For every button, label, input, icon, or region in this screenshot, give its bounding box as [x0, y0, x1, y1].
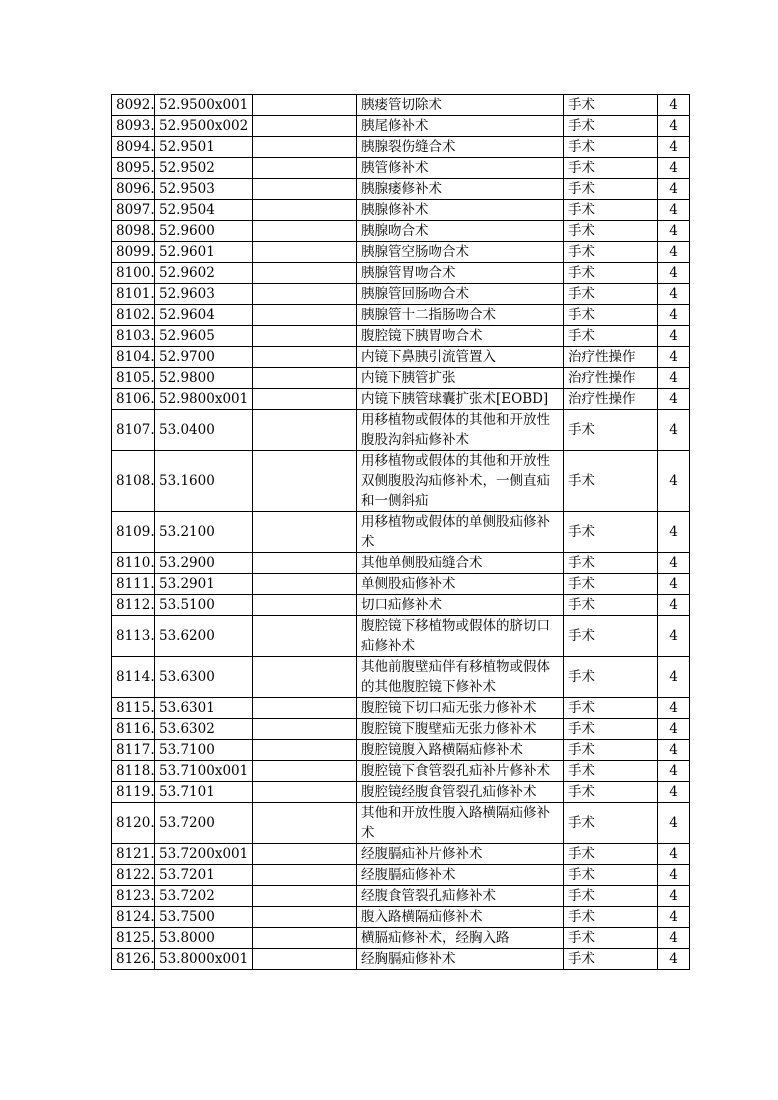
blank-cell — [253, 242, 357, 263]
row-number: 8113. — [112, 616, 155, 657]
procedure-level: 4 — [658, 865, 690, 886]
procedure-name: 胰腺管回肠吻合术 — [357, 284, 564, 305]
procedure-name: 胰腺修补术 — [357, 200, 564, 221]
procedure-code: 53.7200 — [155, 803, 253, 844]
procedure-code: 53.8000x001 — [155, 949, 253, 970]
procedure-level: 4 — [658, 137, 690, 158]
procedure-code: 52.9503 — [155, 179, 253, 200]
blank-cell — [253, 221, 357, 242]
blank-cell — [253, 263, 357, 284]
blank-cell — [253, 284, 357, 305]
procedure-type: 手术 — [564, 284, 658, 305]
procedure-name: 经腹膈疝补片修补术 — [357, 844, 564, 865]
procedure-type: 手术 — [564, 95, 658, 116]
blank-cell — [253, 657, 357, 698]
procedure-name: 内镜下胰管球囊扩张术[EOBD] — [357, 389, 564, 410]
procedure-code: 52.9500x002 — [155, 116, 253, 137]
row-number: 8095. — [112, 158, 155, 179]
table-row — [112, 865, 690, 886]
procedure-name: 腹腔镜下移植物或假体的脐切口疝修补术 — [357, 616, 564, 657]
row-number: 8118. — [112, 761, 155, 782]
procedure-name: 经腹食管裂孔疝修补术 — [357, 886, 564, 907]
blank-cell — [253, 158, 357, 179]
row-number: 8122. — [112, 865, 155, 886]
procedure-code: 52.9601 — [155, 242, 253, 263]
table-row — [112, 158, 690, 179]
row-number: 8112. — [112, 595, 155, 616]
procedure-code: 52.9602 — [155, 263, 253, 284]
blank-cell — [253, 368, 357, 389]
procedure-name: 经腹膈疝修补术 — [357, 865, 564, 886]
procedure-level: 4 — [658, 740, 690, 761]
procedure-code: 53.5100 — [155, 595, 253, 616]
procedure-name: 横膈疝修补术，经胸入路 — [357, 928, 564, 949]
table-row — [112, 389, 690, 410]
table-row — [112, 368, 690, 389]
table-row — [112, 179, 690, 200]
blank-cell — [253, 347, 357, 368]
procedure-level: 4 — [658, 221, 690, 242]
table-row — [112, 95, 690, 116]
procedure-name: 腹腔镜经腹食管裂孔疝修补术 — [357, 782, 564, 803]
procedure-type: 手术 — [564, 451, 658, 512]
row-number: 8124. — [112, 907, 155, 928]
procedure-level: 4 — [658, 242, 690, 263]
blank-cell — [253, 116, 357, 137]
procedure-code: 52.9504 — [155, 200, 253, 221]
table-row — [112, 844, 690, 865]
row-number: 8094. — [112, 137, 155, 158]
procedure-name: 腹腔镜下胰胃吻合术 — [357, 326, 564, 347]
procedure-level: 4 — [658, 844, 690, 865]
procedure-code: 52.9501 — [155, 137, 253, 158]
table-row — [112, 698, 690, 719]
procedure-code: 53.7100 — [155, 740, 253, 761]
table-row — [112, 116, 690, 137]
procedure-name: 胰腺管胃吻合术 — [357, 263, 564, 284]
row-number: 8114. — [112, 657, 155, 698]
procedure-level: 4 — [658, 907, 690, 928]
procedure-type: 手术 — [564, 263, 658, 284]
procedure-type: 手术 — [564, 137, 658, 158]
procedure-type: 手术 — [564, 782, 658, 803]
procedure-level: 4 — [658, 698, 690, 719]
procedure-name: 其他和开放性腹入路横隔疝修补术 — [357, 803, 564, 844]
procedure-level: 4 — [658, 326, 690, 347]
procedure-code: 53.6302 — [155, 719, 253, 740]
blank-cell — [253, 574, 357, 595]
procedure-level: 4 — [658, 782, 690, 803]
procedure-name: 用移植物或假体的单侧股疝修补术 — [357, 512, 564, 553]
blank-cell — [253, 616, 357, 657]
procedure-name: 胰管修补术 — [357, 158, 564, 179]
table-row — [112, 137, 690, 158]
table-row — [112, 782, 690, 803]
procedure-level: 4 — [658, 263, 690, 284]
row-number: 8105. — [112, 368, 155, 389]
procedure-name: 腹腔镜下腹壁疝无张力修补术 — [357, 719, 564, 740]
table-row — [112, 284, 690, 305]
procedure-name: 腹腔镜腹入路横隔疝修补术 — [357, 740, 564, 761]
procedure-level: 4 — [658, 284, 690, 305]
procedure-code: 53.0400 — [155, 410, 253, 451]
blank-cell — [253, 200, 357, 221]
row-number: 8108. — [112, 451, 155, 512]
row-number: 8099. — [112, 242, 155, 263]
table-row — [112, 761, 690, 782]
procedure-type: 手术 — [564, 928, 658, 949]
row-number: 8123. — [112, 886, 155, 907]
blank-cell — [253, 907, 357, 928]
row-number: 8103. — [112, 326, 155, 347]
procedure-type: 手术 — [564, 740, 658, 761]
procedure-code: 52.9604 — [155, 305, 253, 326]
procedure-name: 单侧股疝修补术 — [357, 574, 564, 595]
blank-cell — [253, 803, 357, 844]
blank-cell — [253, 512, 357, 553]
table-row — [112, 886, 690, 907]
procedure-name: 腹入路横隔疝修补术 — [357, 907, 564, 928]
procedure-type: 手术 — [564, 865, 658, 886]
procedure-level: 4 — [658, 803, 690, 844]
blank-cell — [253, 410, 357, 451]
procedure-level: 4 — [658, 451, 690, 512]
blank-cell — [253, 389, 357, 410]
procedure-type: 手术 — [564, 886, 658, 907]
procedure-type: 手术 — [564, 179, 658, 200]
procedure-level: 4 — [658, 886, 690, 907]
table-row — [112, 719, 690, 740]
row-number: 8100. — [112, 263, 155, 284]
row-number: 8109. — [112, 512, 155, 553]
procedure-code: 52.9800 — [155, 368, 253, 389]
procedure-type: 治疗性操作 — [564, 368, 658, 389]
blank-cell — [253, 782, 357, 803]
procedure-name: 腹腔镜下食管裂孔疝补片修补术 — [357, 761, 564, 782]
row-number: 8093. — [112, 116, 155, 137]
procedure-code: 53.6300 — [155, 657, 253, 698]
table-row — [112, 200, 690, 221]
table-row — [112, 574, 690, 595]
table-row — [112, 907, 690, 928]
table-row — [112, 326, 690, 347]
blank-cell — [253, 886, 357, 907]
row-number: 8107. — [112, 410, 155, 451]
procedure-type: 手术 — [564, 698, 658, 719]
procedure-name: 胰尾修补术 — [357, 116, 564, 137]
blank-cell — [253, 719, 357, 740]
procedure-code: 52.9700 — [155, 347, 253, 368]
table-row — [112, 242, 690, 263]
procedure-code: 53.7202 — [155, 886, 253, 907]
procedure-level: 4 — [658, 761, 690, 782]
procedure-type: 手术 — [564, 949, 658, 970]
procedure-type: 手术 — [564, 574, 658, 595]
procedure-type: 手术 — [564, 844, 658, 865]
procedure-code: 52.9600 — [155, 221, 253, 242]
row-number: 8111. — [112, 574, 155, 595]
blank-cell — [253, 326, 357, 347]
procedure-name: 胰腺裂伤缝合术 — [357, 137, 564, 158]
row-number: 8104. — [112, 347, 155, 368]
row-number: 8092. — [112, 95, 155, 116]
procedure-level: 4 — [658, 347, 690, 368]
row-number: 8120. — [112, 803, 155, 844]
row-number: 8126. — [112, 949, 155, 970]
procedure-level: 4 — [658, 158, 690, 179]
table-row — [112, 305, 690, 326]
procedure-type: 手术 — [564, 803, 658, 844]
blank-cell — [253, 928, 357, 949]
table-row — [112, 740, 690, 761]
procedure-name: 胰腺管十二指肠吻合术 — [357, 305, 564, 326]
row-number: 8115. — [112, 698, 155, 719]
row-number: 8121. — [112, 844, 155, 865]
procedure-name: 用移植物或假体的其他和开放性腹股沟斜疝修补术 — [357, 410, 564, 451]
procedure-type: 手术 — [564, 242, 658, 263]
procedure-level: 4 — [658, 949, 690, 970]
procedure-level: 4 — [658, 553, 690, 574]
procedure-level: 4 — [658, 595, 690, 616]
table-row — [112, 263, 690, 284]
procedure-code: 53.7200x001 — [155, 844, 253, 865]
procedure-level: 4 — [658, 95, 690, 116]
procedure-level: 4 — [658, 305, 690, 326]
blank-cell — [253, 95, 357, 116]
procedure-level: 4 — [658, 179, 690, 200]
procedure-code: 53.6301 — [155, 698, 253, 719]
procedure-type: 手术 — [564, 221, 658, 242]
blank-cell — [253, 137, 357, 158]
table-row — [112, 553, 690, 574]
row-number: 8125. — [112, 928, 155, 949]
procedure-name: 其他单侧股疝缝合术 — [357, 553, 564, 574]
procedure-code: 52.9800x001 — [155, 389, 253, 410]
table-row — [112, 512, 690, 553]
procedure-name: 胰腺瘘修补术 — [357, 179, 564, 200]
procedure-level: 4 — [658, 116, 690, 137]
table-row — [112, 410, 690, 451]
procedure-code-table — [111, 94, 690, 970]
blank-cell — [253, 305, 357, 326]
blank-cell — [253, 844, 357, 865]
row-number: 8097. — [112, 200, 155, 221]
blank-cell — [253, 179, 357, 200]
procedure-name: 切口疝修补术 — [357, 595, 564, 616]
blank-cell — [253, 761, 357, 782]
procedure-type: 手术 — [564, 512, 658, 553]
procedure-level: 4 — [658, 389, 690, 410]
row-number: 8098. — [112, 221, 155, 242]
table-row — [112, 928, 690, 949]
procedure-name: 内镜下鼻胰引流管置入 — [357, 347, 564, 368]
blank-cell — [253, 740, 357, 761]
procedure-code: 53.7101 — [155, 782, 253, 803]
procedure-code: 53.7201 — [155, 865, 253, 886]
procedure-type: 手术 — [564, 200, 658, 221]
procedure-type: 手术 — [564, 719, 658, 740]
row-number: 8102. — [112, 305, 155, 326]
procedure-type: 治疗性操作 — [564, 389, 658, 410]
procedure-level: 4 — [658, 200, 690, 221]
procedure-level: 4 — [658, 616, 690, 657]
procedure-code: 53.6200 — [155, 616, 253, 657]
procedure-type: 手术 — [564, 553, 658, 574]
procedure-name: 经胸膈疝修补术 — [357, 949, 564, 970]
procedure-code: 52.9603 — [155, 284, 253, 305]
blank-cell — [253, 553, 357, 574]
procedure-type: 手术 — [564, 410, 658, 451]
row-number: 8101. — [112, 284, 155, 305]
procedure-type: 手术 — [564, 116, 658, 137]
procedure-name: 胰瘘管切除术 — [357, 95, 564, 116]
procedure-code: 52.9605 — [155, 326, 253, 347]
procedure-type: 治疗性操作 — [564, 347, 658, 368]
blank-cell — [253, 451, 357, 512]
procedure-type: 手术 — [564, 761, 658, 782]
procedure-code: 53.2900 — [155, 553, 253, 574]
procedure-name: 胰腺管空肠吻合术 — [357, 242, 564, 263]
procedure-name: 腹腔镜下切口疝无张力修补术 — [357, 698, 564, 719]
blank-cell — [253, 949, 357, 970]
procedure-code: 53.7100x001 — [155, 761, 253, 782]
row-number: 8117. — [112, 740, 155, 761]
row-number: 8116. — [112, 719, 155, 740]
procedure-level: 4 — [658, 574, 690, 595]
procedure-type: 手术 — [564, 616, 658, 657]
procedure-type: 手术 — [564, 158, 658, 179]
table-row — [112, 451, 690, 512]
procedure-code: 53.2100 — [155, 512, 253, 553]
procedure-code: 52.9500x001 — [155, 95, 253, 116]
table-row — [112, 616, 690, 657]
procedure-code: 52.9502 — [155, 158, 253, 179]
table-row — [112, 949, 690, 970]
blank-cell — [253, 595, 357, 616]
procedure-level: 4 — [658, 657, 690, 698]
row-number: 8106. — [112, 389, 155, 410]
table-row — [112, 803, 690, 844]
procedure-code: 53.2901 — [155, 574, 253, 595]
table-row — [112, 347, 690, 368]
row-number: 8096. — [112, 179, 155, 200]
procedure-type: 手术 — [564, 326, 658, 347]
blank-cell — [253, 698, 357, 719]
procedure-name: 内镜下胰管扩张 — [357, 368, 564, 389]
procedure-code: 53.8000 — [155, 928, 253, 949]
procedure-name: 其他前腹壁疝伴有移植物或假体的其他腹腔镜下修补术 — [357, 657, 564, 698]
table-row — [112, 221, 690, 242]
procedure-type: 手术 — [564, 305, 658, 326]
table-row — [112, 595, 690, 616]
procedure-level: 4 — [658, 928, 690, 949]
procedure-type: 手术 — [564, 595, 658, 616]
procedure-level: 4 — [658, 512, 690, 553]
table-row — [112, 657, 690, 698]
procedure-name: 胰腺吻合术 — [357, 221, 564, 242]
procedure-name: 用移植物或假体的其他和开放性双侧腹股沟疝修补术，一侧直疝和一侧斜疝 — [357, 451, 564, 512]
procedure-level: 4 — [658, 368, 690, 389]
procedure-code: 53.1600 — [155, 451, 253, 512]
procedure-type: 手术 — [564, 657, 658, 698]
row-number: 8119. — [112, 782, 155, 803]
table-body — [112, 95, 690, 970]
blank-cell — [253, 865, 357, 886]
procedure-level: 4 — [658, 719, 690, 740]
row-number: 8110. — [112, 553, 155, 574]
procedure-code: 53.7500 — [155, 907, 253, 928]
procedure-type: 手术 — [564, 907, 658, 928]
procedure-level: 4 — [658, 410, 690, 451]
